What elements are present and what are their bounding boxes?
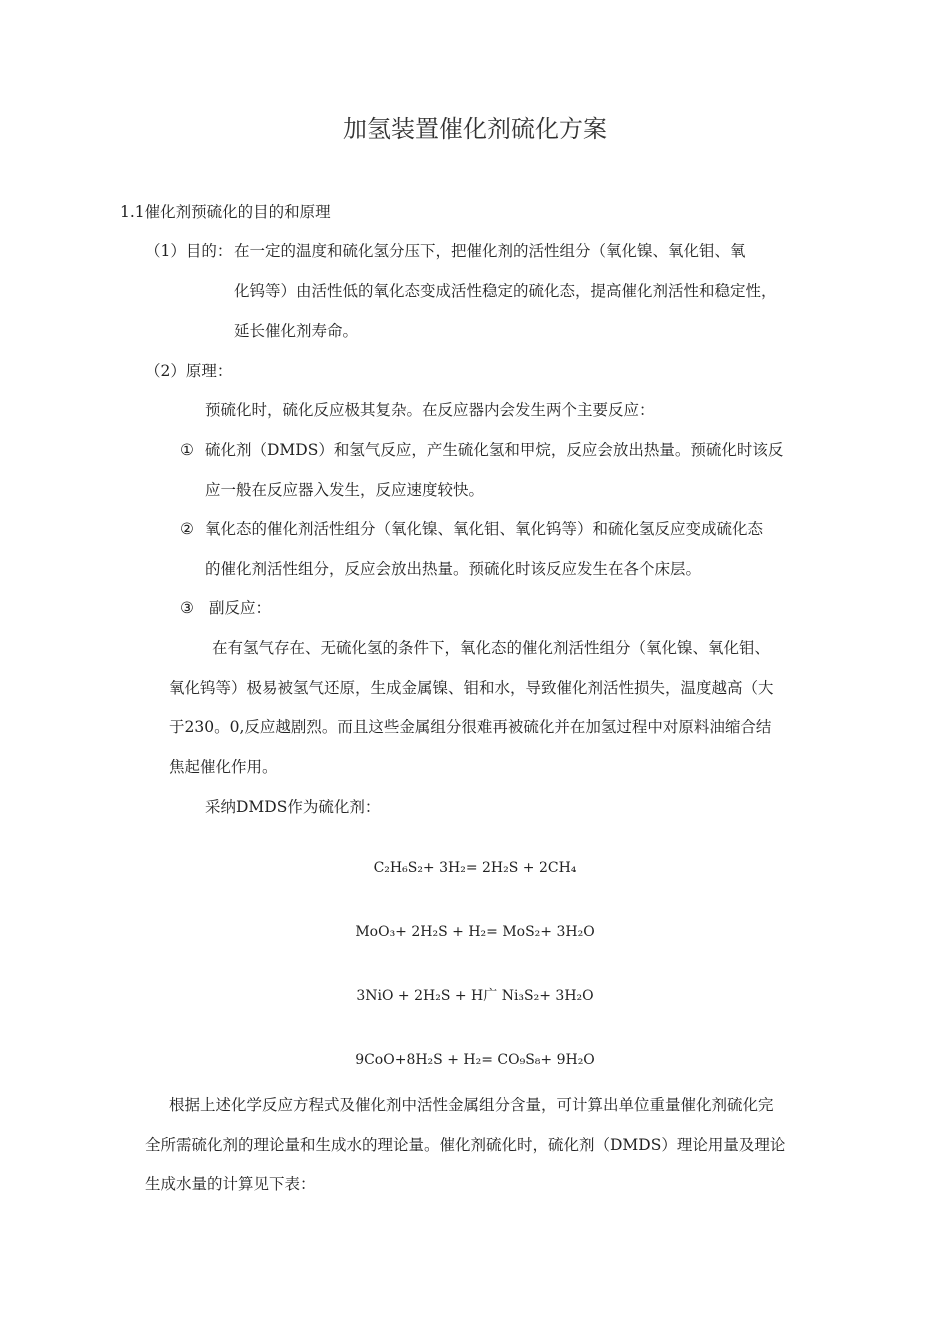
principle-intro: 预硫化时，硫化反应极其复杂。在反应器内会发生两个主要反应： bbox=[205, 401, 655, 419]
purpose-line-1: 在一定的温度和硫化氢分压下，把催化剂的活性组分（氧化镍、氧化钼、氧 bbox=[234, 242, 746, 260]
document-title: 加氢装置催化剂硫化方案 bbox=[343, 115, 607, 143]
side-reaction-line-4: 焦起催化作用。 bbox=[169, 758, 278, 776]
item-2-marker: ② bbox=[180, 520, 194, 538]
item-1-line-2: 应一般在反应器入发生，反应速度较快。 bbox=[205, 481, 485, 499]
conclusion-line-3: 生成水量的计算见下表： bbox=[145, 1175, 316, 1193]
item-3-label: 副反应： bbox=[209, 599, 272, 617]
item-1-line-1: 硫化剂（DMDS）和氢气反应，产生硫化氢和甲烷，反应会放出热量。预硫化时该反 bbox=[205, 441, 784, 459]
item-2-line-1: 氧化态的催化剂活性组分（氧化镍、氧化钼、氧化钨等）和硫化氢反应变成硫化态 bbox=[205, 520, 764, 538]
item-3-marker: ③ bbox=[180, 599, 194, 617]
side-reaction-line-2: 氧化钨等）极易被氢气还原，生成金属镍、钼和水，导致催化剂活性损失，温度越高（大 bbox=[169, 679, 774, 697]
section-heading: 1.1催化剂预硫化的目的和原理 bbox=[120, 203, 331, 221]
equation-3: 3NiO + 2H₂S + H广 Ni₃S₂+ 3H₂O bbox=[356, 988, 594, 1004]
side-reaction-line-3: 于230。0,反应越剧烈。而且这些金属组分很难再被硫化并在加氢过程中对原料油缩合结 bbox=[169, 718, 772, 736]
equation-2: MoO₃+ 2H₂S + H₂= MoS₂+ 3H₂O bbox=[355, 924, 595, 940]
principle-label: （2）原理： bbox=[145, 362, 233, 380]
conclusion-line-2: 全所需硫化剂的理论量和生成水的理论量。催化剂硫化时，硫化剂（DMDS）理论用量及理论 bbox=[145, 1136, 786, 1154]
purpose-line-2: 化钨等）由活性低的氧化态变成活性稳定的硫化态，提高催化剂活性和稳定性， bbox=[234, 282, 777, 300]
sulfiding-agent-line: 采纳DMDS作为硫化剂： bbox=[205, 798, 381, 816]
item-1-marker: ① bbox=[180, 441, 194, 459]
item-2-line-2: 的催化剂活性组分，反应会放出热量。预硫化时该反应发生在各个床层。 bbox=[205, 560, 702, 578]
purpose-line-3: 延长催化剂寿命。 bbox=[234, 322, 359, 340]
equation-4: 9CoO+8H₂S + H₂= CO₉S₈+ 9H₂O bbox=[355, 1052, 595, 1068]
side-reaction-line-1: 在有氢气存在、无硫化氢的条件下，氧化态的催化剂活性组分（氧化镍、氧化钼、 bbox=[212, 639, 771, 657]
conclusion-line-1: 根据上述化学反应方程式及催化剂中活性金属组分含量，可计算出单位重量催化剂硫化完 bbox=[169, 1096, 774, 1114]
equation-1: C₂H₆S₂+ 3H₂= 2H₂S + 2CH₄ bbox=[373, 860, 577, 876]
purpose-label: （1）目的： bbox=[145, 242, 233, 260]
